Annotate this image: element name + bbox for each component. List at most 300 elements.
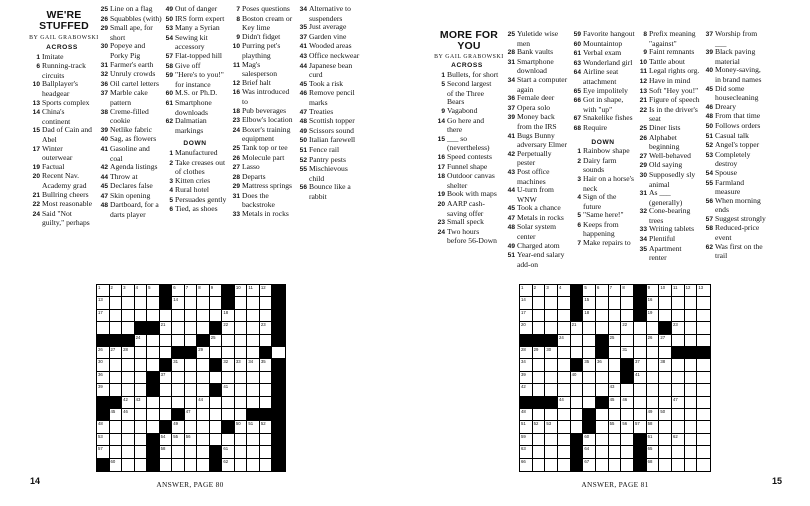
grid-cell[interactable] [596,459,609,471]
grid-cell[interactable] [583,459,596,471]
grid-cell[interactable] [697,310,710,322]
grid-cell[interactable] [672,421,685,433]
grid-cell[interactable] [545,459,558,471]
grid-cell[interactable] [172,335,185,347]
grid-cell[interactable] [172,372,185,384]
grid-cell[interactable] [97,372,110,384]
grid-cell[interactable] [596,421,609,433]
grid-cell[interactable] [545,384,558,396]
grid-cell[interactable] [247,322,260,334]
grid-cell[interactable] [122,421,135,433]
grid-cell[interactable] [172,359,185,371]
grid-cell[interactable] [235,310,248,322]
grid-cell[interactable] [197,359,210,371]
grid-cell[interactable] [647,322,660,334]
grid-cell[interactable] [647,421,660,433]
grid-cell[interactable] [596,446,609,458]
grid-cell[interactable] [520,322,533,334]
grid-cell[interactable] [609,459,622,471]
grid-cell[interactable] [596,310,609,322]
grid-cell[interactable] [609,285,625,297]
grid-cell[interactable] [659,384,672,396]
grid-cell[interactable] [97,359,110,371]
grid-cell[interactable] [185,421,198,433]
grid-cell[interactable] [621,297,634,309]
grid-cell[interactable] [621,397,634,409]
grid-cell[interactable] [571,322,584,334]
grid-cell[interactable] [147,409,160,421]
grid-cell[interactable] [659,372,672,384]
grid-cell[interactable] [97,285,110,297]
grid-cell[interactable] [520,285,533,297]
grid-cell[interactable] [558,421,571,433]
grid-cell[interactable] [122,434,135,446]
grid-cell[interactable] [520,434,533,446]
grid-cell[interactable] [185,285,201,297]
grid-cell[interactable] [520,421,533,433]
grid-cell[interactable] [260,434,273,446]
grid-cell[interactable] [185,434,198,446]
grid-cell[interactable] [609,446,622,458]
grid-cell[interactable] [197,446,210,458]
grid-cell[interactable] [97,347,110,359]
grid-cell[interactable] [97,322,110,334]
grid-cell[interactable] [185,384,198,396]
grid-cell[interactable] [147,297,160,309]
grid-cell[interactable] [97,421,110,433]
grid-cell[interactable] [235,421,248,433]
grid-cell[interactable] [533,434,546,446]
grid-cell[interactable] [672,285,685,297]
grid-cell[interactable] [247,372,260,384]
grid-cell[interactable] [609,397,622,409]
grid-cell[interactable] [97,434,110,446]
grid-cell[interactable] [520,310,533,322]
grid-cell[interactable] [659,434,672,446]
grid-cell[interactable] [172,459,185,471]
grid-cell[interactable] [609,335,622,347]
grid-cell[interactable] [571,421,584,433]
grid-cell[interactable] [659,347,672,359]
grid-cell[interactable] [260,459,273,471]
grid-cell[interactable] [185,322,198,334]
grid-cell[interactable] [210,372,223,384]
grid-cell[interactable] [222,434,235,446]
grid-cell[interactable] [634,322,647,334]
grid-cell[interactable] [583,335,596,347]
grid-cell[interactable] [197,397,210,409]
grid-cell[interactable] [520,297,533,309]
grid-cell[interactable] [583,359,596,371]
grid-cell[interactable] [609,347,622,359]
grid-cell[interactable] [235,297,248,309]
grid-cell[interactable] [621,409,634,421]
grid-cell[interactable] [197,310,210,322]
grid-cell[interactable] [520,359,533,371]
grid-cell[interactable] [672,459,685,471]
grid-cell[interactable] [647,310,660,322]
grid-cell[interactable] [659,285,672,297]
grid-cell[interactable] [583,434,596,446]
grid-cell[interactable] [634,421,647,433]
grid-cell[interactable] [571,409,584,421]
grid-cell[interactable] [110,322,123,334]
grid-cell[interactable] [583,446,596,458]
grid-cell[interactable] [558,285,571,297]
grid-cell[interactable] [685,434,698,446]
grid-cell[interactable] [596,285,609,297]
grid-cell[interactable] [172,397,185,409]
grid-cell[interactable] [235,372,248,384]
grid-cell[interactable] [609,409,622,421]
grid-cell[interactable] [545,434,558,446]
grid-cell[interactable] [110,434,123,446]
grid-cell[interactable] [110,359,123,371]
grid-cell[interactable] [235,434,248,446]
grid-cell[interactable] [222,310,235,322]
grid-cell[interactable] [222,446,235,458]
grid-cell[interactable] [97,297,110,309]
grid-cell[interactable] [197,384,210,396]
grid-cell[interactable] [222,459,235,471]
grid-cell[interactable] [647,372,660,384]
grid-cell[interactable] [222,335,235,347]
grid-cell[interactable] [235,335,248,347]
grid-cell[interactable] [260,335,273,347]
grid-cell[interactable] [172,310,185,322]
grid-cell[interactable] [647,409,660,421]
grid-cell[interactable] [260,446,273,458]
grid-cell[interactable] [545,446,558,458]
grid-cell[interactable] [185,310,198,322]
grid-cell[interactable] [609,434,622,446]
grid-cell[interactable] [247,359,260,371]
grid-cell[interactable] [571,397,584,409]
grid-cell[interactable] [685,359,698,371]
grid-cell[interactable] [247,347,260,359]
grid-cell[interactable] [210,409,223,421]
grid-cell[interactable] [185,446,198,458]
grid-cell[interactable] [685,421,698,433]
grid-cell[interactable] [621,421,634,433]
grid-cell[interactable] [260,297,273,309]
grid-cell[interactable] [172,297,185,309]
grid-cell[interactable] [571,372,584,384]
grid-cell[interactable] [672,397,685,409]
grid-cell[interactable] [533,409,546,421]
grid-cell[interactable] [647,359,660,371]
grid-cell[interactable] [596,384,609,396]
grid-cell[interactable] [634,347,647,359]
grid-cell[interactable] [110,347,123,359]
grid-cell[interactable] [609,359,622,371]
grid-cell[interactable] [685,372,698,384]
grid-cell[interactable] [558,397,571,409]
grid-cell[interactable] [533,421,546,433]
grid-cell[interactable] [685,297,698,309]
grid-cell[interactable] [122,359,135,371]
grid-cell[interactable] [247,446,260,458]
grid-cell[interactable] [97,446,110,458]
grid-cell[interactable] [672,446,685,458]
grid-cell[interactable] [533,384,546,396]
grid-cell[interactable] [135,384,148,396]
grid-cell[interactable] [235,359,248,371]
grid-cell[interactable] [135,347,148,359]
grid-cell[interactable] [222,359,235,371]
grid-cell[interactable] [634,359,647,371]
grid-cell[interactable] [583,285,596,297]
grid-cell[interactable] [260,421,273,433]
grid-cell[interactable] [583,397,596,409]
grid-cell[interactable] [647,335,660,347]
grid-cell[interactable] [247,397,260,409]
grid-cell[interactable] [621,285,634,297]
grid-cell[interactable] [222,322,235,334]
grid-cell[interactable] [222,347,235,359]
grid-cell[interactable] [697,434,710,446]
grid-cell[interactable] [659,409,672,421]
grid-cell[interactable] [685,384,698,396]
grid-cell[interactable] [172,384,185,396]
grid-cell[interactable] [110,297,123,309]
grid-cell[interactable] [210,347,223,359]
grid-cell[interactable] [172,434,185,446]
grid-cell[interactable] [235,397,248,409]
grid-cell[interactable] [122,285,135,297]
grid-cell[interactable] [621,434,634,446]
grid-cell[interactable] [697,285,710,297]
grid-cell[interactable] [672,384,685,396]
grid-cell[interactable] [659,421,672,433]
grid-cell[interactable] [147,310,160,322]
grid-cell[interactable] [135,359,148,371]
grid-cell[interactable] [210,434,223,446]
grid-cell[interactable] [235,285,248,297]
grid-cell[interactable] [609,421,622,433]
grid-cell[interactable] [135,446,148,458]
grid-cell[interactable] [160,434,173,446]
grid-cell[interactable] [110,409,123,421]
grid-cell[interactable] [647,434,660,446]
grid-cell[interactable] [147,335,160,347]
grid-cell[interactable] [210,297,223,309]
grid-cell[interactable] [697,384,710,396]
grid-cell[interactable] [222,384,235,396]
grid-cell[interactable] [160,446,173,458]
grid-cell[interactable] [135,409,148,421]
grid-cell[interactable] [122,347,135,359]
grid-cell[interactable] [545,359,558,371]
grid-cell[interactable] [697,459,710,471]
grid-cell[interactable] [222,409,235,421]
grid-cell[interactable] [260,384,273,396]
grid-cell[interactable] [533,372,546,384]
grid-cell[interactable] [135,310,148,322]
grid-cell[interactable] [685,409,698,421]
grid-cell[interactable] [110,421,123,433]
grid-cell[interactable] [685,335,698,347]
grid-cell[interactable] [621,310,634,322]
grid-cell[interactable] [634,409,647,421]
grid-cell[interactable] [135,459,148,471]
grid-cell[interactable] [160,347,173,359]
grid-cell[interactable] [533,459,546,471]
grid-cell[interactable] [596,297,609,309]
grid-cell[interactable] [110,285,126,297]
grid-cell[interactable] [558,434,571,446]
grid-cell[interactable] [185,297,198,309]
grid-cell[interactable] [533,446,546,458]
grid-cell[interactable] [197,297,210,309]
grid-cell[interactable] [260,310,273,322]
grid-cell[interactable] [520,409,533,421]
grid-cell[interactable] [260,322,273,334]
grid-cell[interactable] [135,421,148,433]
grid-cell[interactable] [533,297,546,309]
grid-cell[interactable] [558,446,571,458]
grid-cell[interactable] [247,335,260,347]
grid-cell[interactable] [685,310,698,322]
grid-cell[interactable] [147,347,160,359]
grid-cell[interactable] [247,434,260,446]
grid-cell[interactable] [583,372,596,384]
grid-cell[interactable] [596,372,609,384]
grid-cell[interactable] [647,446,660,458]
grid-cell[interactable] [172,421,185,433]
grid-cell[interactable] [260,285,273,297]
grid-cell[interactable] [110,310,123,322]
grid-cell[interactable] [520,384,533,396]
grid-cell[interactable] [160,409,173,421]
grid-cell[interactable] [634,384,647,396]
grid-cell[interactable] [247,421,260,433]
grid-cell[interactable] [122,459,135,471]
grid-cell[interactable] [197,459,210,471]
grid-cell[interactable] [197,372,210,384]
grid-cell[interactable] [260,372,273,384]
grid-cell[interactable] [545,421,558,433]
grid-cell[interactable] [558,384,571,396]
grid-cell[interactable] [210,397,223,409]
grid-cell[interactable] [672,310,685,322]
grid-cell[interactable] [545,310,558,322]
grid-cell[interactable] [122,397,135,409]
grid-cell[interactable] [147,285,160,297]
grid-cell[interactable] [147,397,160,409]
grid-cell[interactable] [185,409,198,421]
grid-cell[interactable] [697,322,710,334]
grid-cell[interactable] [533,285,549,297]
grid-cell[interactable] [160,459,173,471]
grid-cell[interactable] [520,446,533,458]
grid-cell[interactable] [122,297,135,309]
grid-cell[interactable] [672,335,685,347]
grid-cell[interactable] [685,322,698,334]
grid-cell[interactable] [558,310,571,322]
grid-cell[interactable] [672,372,685,384]
grid-cell[interactable] [160,322,173,334]
grid-cell[interactable] [621,347,634,359]
grid-cell[interactable] [545,372,558,384]
grid-cell[interactable] [697,446,710,458]
grid-cell[interactable] [185,359,198,371]
grid-cell[interactable] [122,372,135,384]
grid-cell[interactable] [110,372,123,384]
grid-cell[interactable] [135,297,148,309]
grid-cell[interactable] [110,384,123,396]
grid-cell[interactable] [533,347,546,359]
grid-cell[interactable] [222,372,235,384]
grid-cell[interactable] [647,397,660,409]
grid-cell[interactable] [596,434,609,446]
grid-cell[interactable] [558,335,571,347]
grid-cell[interactable] [647,297,660,309]
grid-cell[interactable] [160,335,173,347]
grid-cell[interactable] [647,285,660,297]
grid-cell[interactable] [210,421,223,433]
grid-cell[interactable] [135,434,148,446]
grid-cell[interactable] [558,322,571,334]
grid-cell[interactable] [235,347,248,359]
grid-cell[interactable] [172,446,185,458]
grid-cell[interactable] [583,384,596,396]
grid-cell[interactable] [634,372,647,384]
grid-cell[interactable] [122,310,135,322]
grid-cell[interactable] [697,372,710,384]
grid-cell[interactable] [122,384,135,396]
grid-cell[interactable] [558,372,571,384]
grid-cell[interactable] [697,335,710,347]
grid-cell[interactable] [659,446,672,458]
grid-cell[interactable] [122,446,135,458]
grid-cell[interactable] [172,322,185,334]
grid-cell[interactable] [685,446,698,458]
grid-cell[interactable] [685,459,698,471]
grid-cell[interactable] [147,421,160,433]
grid-cell[interactable] [545,409,558,421]
grid-cell[interactable] [583,297,596,309]
crossword-grid[interactable] [519,284,711,472]
grid-cell[interactable] [647,384,660,396]
grid-cell[interactable] [122,322,135,334]
grid-cell[interactable] [520,459,533,471]
grid-cell[interactable] [697,409,710,421]
grid-cell[interactable] [583,310,596,322]
grid-cell[interactable] [247,297,260,309]
grid-cell[interactable] [609,322,622,334]
grid-cell[interactable] [97,310,110,322]
grid-cell[interactable] [672,409,685,421]
grid-cell[interactable] [545,322,558,334]
grid-cell[interactable] [609,310,622,322]
grid-cell[interactable] [558,459,571,471]
grid-cell[interactable] [197,409,210,421]
grid-cell[interactable] [596,359,609,371]
grid-cell[interactable] [621,384,634,396]
grid-cell[interactable] [672,434,685,446]
grid-cell[interactable] [609,297,622,309]
grid-cell[interactable] [634,397,647,409]
grid-cell[interactable] [659,310,672,322]
grid-cell[interactable] [160,372,173,384]
grid-cell[interactable] [520,372,533,384]
grid-cell[interactable] [697,421,710,433]
grid-cell[interactable] [697,359,710,371]
grid-cell[interactable] [160,384,173,396]
grid-cell[interactable] [621,322,634,334]
grid-cell[interactable] [571,335,584,347]
